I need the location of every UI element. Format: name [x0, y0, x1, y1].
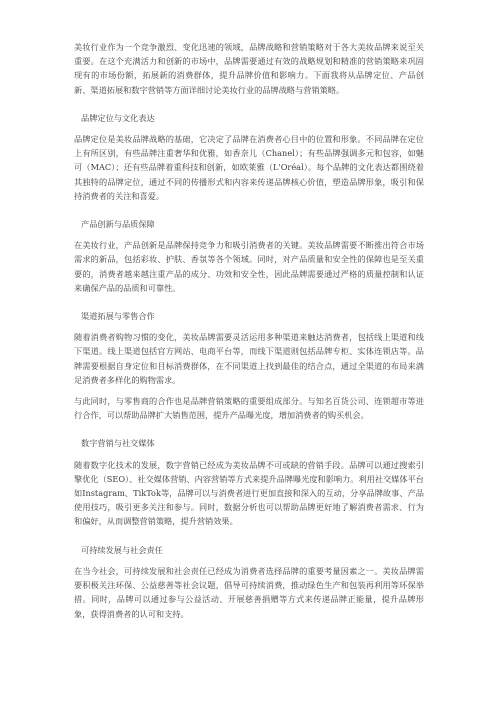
section-paragraph: 在美妆行业，产品创新是品牌保持竞争力和吸引消费者的关键。美妆品牌需要不断推出符合市场需求的新品，包括彩妆、护肤、香氛等各个领域。同时，对产品质量和安全性的保障也是至关重要的，消费者越来越注重产品的成分、功效和安全性，因此品牌需要通过严格的质量控制和认证来确保产品的品质和可靠性。: [74, 240, 424, 293]
spacer: [74, 529, 424, 543]
document-page: [74, 40, 424, 621]
spacer: [74, 231, 424, 238]
section-heading-brand-positioning: 品牌定位与文化表达: [81, 112, 155, 123]
spacer: [74, 97, 424, 111]
section-paragraph: 品牌定位是美妆品牌战略的基础，它决定了品牌在消费者心目中的位置和形象。不同品牌在定位上有所区别，有些品牌注重奢华和优雅，如香奈儿（Chanel）；有些品牌强调多元和包容，如魅可（MAC）；还有些品牌着重科技和创新，如欧莱雅（L'Oréal）。每个品牌的文化表达都围绕着其独特的品牌定位，通过不同的传播形式和内容来传递品牌核心价值，塑造品牌形象，吸引和保持消费者的关注和喜爱。: [74, 134, 424, 201]
spacer: [74, 295, 424, 309]
spacer: [74, 387, 424, 394]
spacer: [74, 323, 424, 330]
intro-paragraph: 美妆行业作为一个竞争激烈、变化迅速的领域，品牌战略和营销策略对于各大美妆品牌来说至关重要。在这个充满活力和创新的市场中，品牌需要通过有效的战略规划和精准的营销策略来巩固现有的市场份额，拓展新的消费群体，提升品牌价值和影响力。下面我将从品牌定位、产品创新、渠道拓展和数字营销等方面详细讨论美妆行业的品牌战略与营销策略。: [74, 42, 424, 95]
section-heading-product-innovation: 产品创新与品质保障: [81, 219, 155, 230]
section-paragraph: 随着消费者购物习惯的变化，美妆品牌需要灵活运用多种渠道来触达消费者，包括线上渠道和线下渠道。线上渠道包括官方网站、电商平台等，而线下渠道则包括品牌专柜、实体连锁店等。品牌需要根据自身定位和目标消费群体，在不同渠道上找到最佳的结合点，通过全渠道的布局来满足消费者多样化的购物需求。: [74, 332, 424, 385]
spacer: [74, 557, 424, 564]
section-heading-sustainability: 可持续发展与社会责任: [81, 544, 163, 555]
section-paragraph: 在当今社会，可持续发展和社会责任已经成为消费者选择品牌的重要考量因素之一。美妆品牌需要积极关注环保、公益慈善等社会议题，倡导可持续消费，推动绿色生产和包装再利用等环保举措。同时，品牌可以通过参与公益活动、开展慈善捐赠等方式来传递品牌正能量，提升品牌形象，获得消费者的认可和支持。: [74, 565, 424, 619]
spacer: [74, 125, 424, 132]
spacer: [74, 451, 424, 458]
spacer: [74, 422, 424, 436]
section-paragraph: 与此同时，与零售商的合作也是品牌营销策略的重要组成部分。与知名百货公司、连锁超市等进行合作，可以帮助品牌扩大销售范围，提升产品曝光度，增加消费者的购买机会。: [74, 396, 424, 421]
section-heading-digital-marketing: 数字营销与社交媒体: [81, 438, 155, 449]
section-heading-channel-expansion: 渠道拓展与零售合作: [81, 311, 155, 322]
spacer: [74, 203, 424, 217]
section-paragraph: 随着数字化技术的发展，数字营销已经成为美妆品牌不可或缺的营销手段。品牌可以通过搜索引擎优化（SEO）、社交媒体营销、内容营销等方式来提升品牌曝光度和影响力。利用社交媒体平台如Instagram、TikTok等，品牌可以与消费者进行更加直接和深入的互动，分享品牌故事、产品使用技巧，吸引更多关注和参与。同时，数据分析也可以帮助品牌更好地了解消费者需求、行为和偏好，从而调整营销策略，提升营销效果。: [74, 459, 424, 527]
